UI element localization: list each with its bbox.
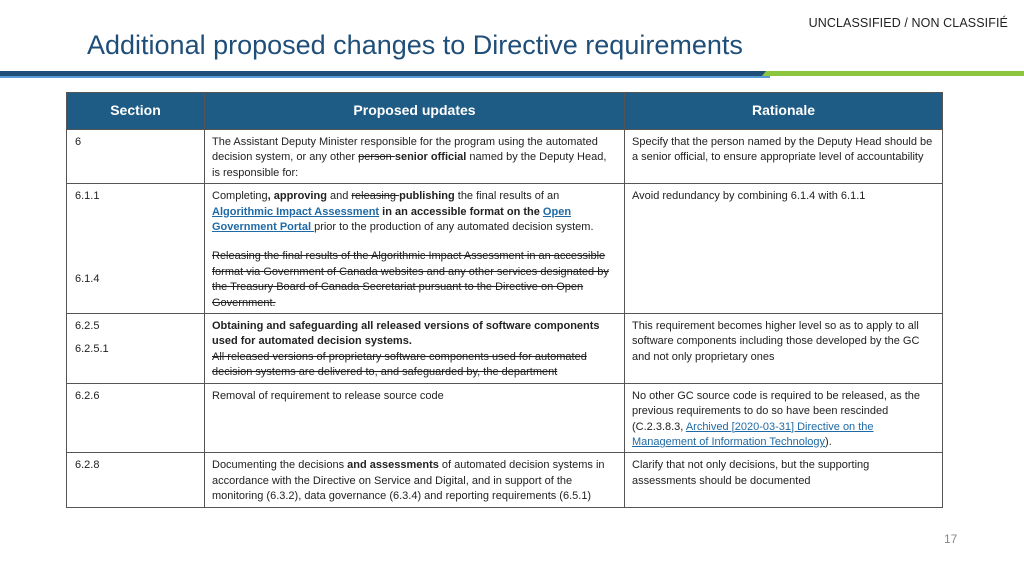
classification-label: UNCLASSIFIED / NON CLASSIFIÉ	[808, 16, 1008, 30]
open-government-portal-link[interactable]: Open Government Portal	[212, 205, 572, 234]
rationale-cell: Specify that the person named by the Deputy Head should be a senior official, to ensure appropriate level of accountability	[625, 130, 943, 184]
update-cell: Completing, approving and releasing publishing the final results of an Algorithmic Impact Assessment in an accessible format on the Open Government Portal prior to the production of any automated decision system. Releasing the final results of the Algorithmic Impact Assessment in an accessible format via Government of Canada websites and any other services designated by the Treasury Board of Canada Secretariat pursuant to the Directive on Open Government.	[205, 184, 625, 314]
update-cell: Removal of requirement to release source code	[205, 383, 625, 453]
slide-title: Additional proposed changes to Directive requirements	[87, 30, 743, 60]
section-cell	[67, 383, 205, 453]
rationale-cell: No other GC source code is required to be released, as the previous requirements to do so have been rescinded (C.2.3.8.3, Archived [2020-03-31] Directive on the Management of Information Technology).	[625, 383, 943, 453]
table-header-row	[67, 93, 943, 130]
deleted-text: person	[358, 151, 395, 164]
added-text: , approving	[267, 190, 327, 203]
changes-table	[66, 92, 943, 508]
title-rule	[0, 71, 1024, 78]
deleted-text: All released versions of proprietary software components used for automated decision systems are delivered to, and safeguarded by, the department	[212, 350, 587, 379]
section-number: 6.1.1	[75, 190, 100, 203]
section-number: 6.2.6	[75, 389, 100, 402]
page-number: 17	[944, 532, 958, 546]
section-cell	[67, 314, 205, 384]
deleted-text: Releasing the final results of the Algorithmic Impact Assessment in an accessible format via Government of Canada websites and any other services designated by the Treasury Board of Canada Secretariat pursuant to the Directive on Open Government.	[212, 250, 609, 309]
section-cell	[67, 130, 205, 184]
table-row	[67, 130, 943, 184]
added-text: in an accessible format on the	[379, 205, 543, 218]
section-number: 6.2.5.1	[75, 343, 109, 356]
column-header-rationale: Rationale	[625, 93, 943, 130]
rationale-cell: This requirement becomes higher level so as to apply to all software components including those developed by the GC and not only proprietary ones	[625, 314, 943, 384]
table-row	[67, 453, 943, 507]
added-text: senior official	[394, 151, 467, 164]
section-cell	[67, 184, 205, 314]
section-number: 6.1.4	[75, 272, 100, 285]
table-row	[67, 314, 943, 384]
section-number: 6.2.8	[75, 459, 100, 472]
algorithmic-impact-assessment-link[interactable]: Algorithmic Impact Assessment	[212, 205, 380, 218]
rationale-cell: Clarify that not only decisions, but the supporting assessments should be documented	[625, 453, 943, 507]
section-cell	[67, 453, 205, 507]
section-number: 6	[75, 136, 82, 148]
update-cell: Documenting the decisions and assessments of automated decision systems in accordance with the Directive on Service and Digital, and in support of the monitoring (6.3.2), data governance (6.3.4) and reporting requirements (6.5.1)	[205, 453, 625, 507]
archived-directive-link[interactable]: Archived [2020-03-31] Directive on the Management of Information Technology	[632, 420, 874, 448]
added-text: Obtaining and safeguarding all released versions of software components used for automated decision systems.	[212, 320, 600, 348]
added-text: publishing	[399, 190, 455, 203]
deleted-text: releasing	[351, 190, 400, 203]
update-cell: The Assistant Deputy Minister responsible for the program using the automated decision system, or any other person senior official named by the Deputy Head, is responsible for:	[205, 130, 625, 184]
update-cell	[205, 314, 625, 384]
section-number: 6.2.5	[75, 320, 100, 333]
added-text: and assessments	[347, 459, 439, 472]
column-header-proposed-updates: Proposed updates	[205, 93, 625, 130]
table-row	[67, 184, 943, 314]
table-row	[67, 383, 943, 453]
column-header-section: Section	[67, 93, 205, 130]
rationale-cell: Avoid redundancy by combining 6.1.4 with 6.1.1	[625, 184, 943, 314]
